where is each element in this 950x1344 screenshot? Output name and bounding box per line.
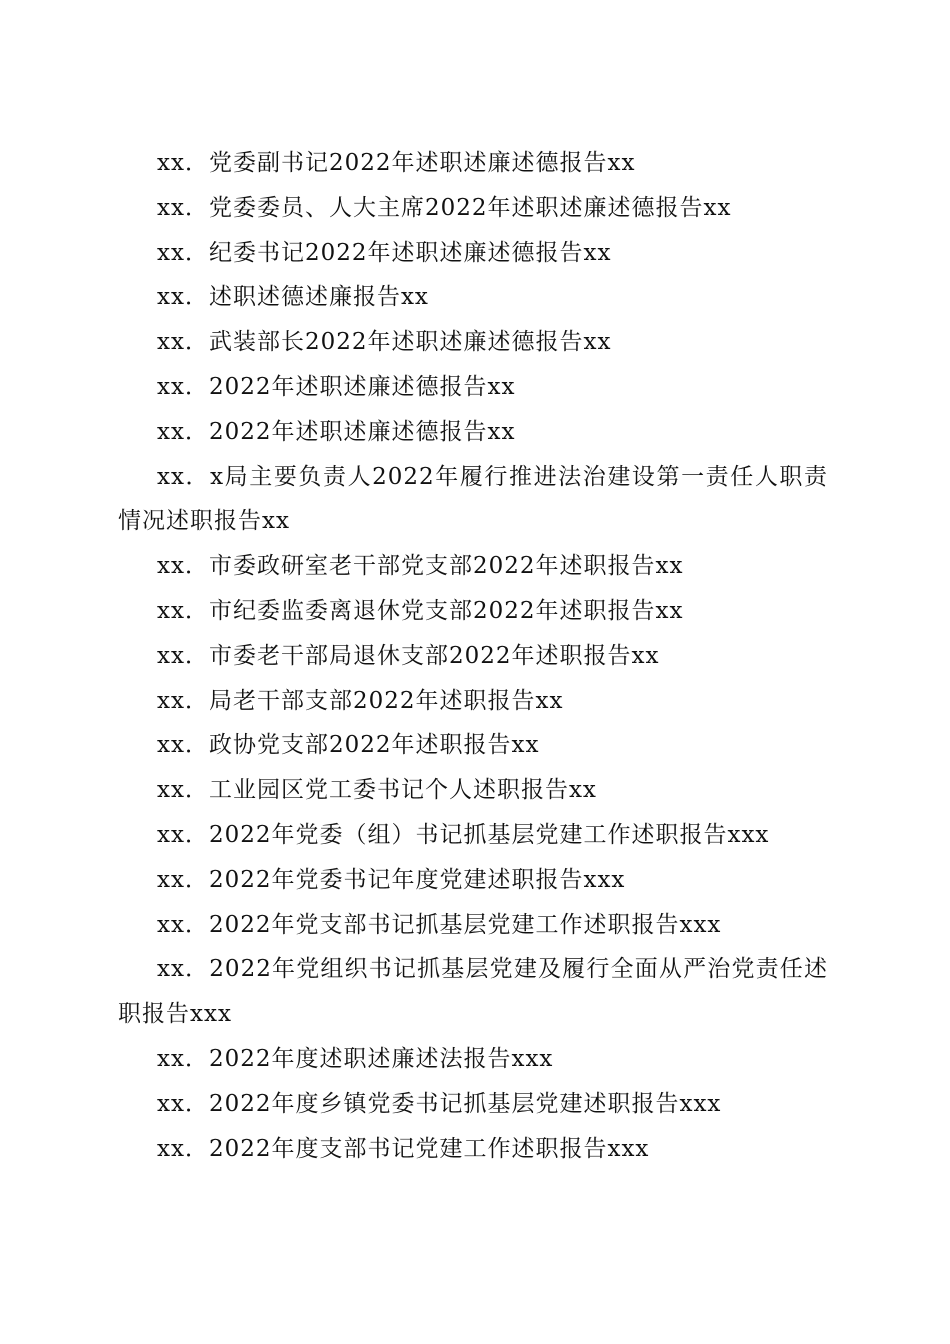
list-item: xx．武装部长2022年述职述廉述德报告xx bbox=[157, 329, 612, 356]
list-item: xx．局老干部支部2022年述职报告xx bbox=[157, 687, 564, 714]
list-item: xx．2022年述职述廉述德报告xx bbox=[157, 373, 516, 400]
list-item: xx．2022年述职述廉述德报告xx bbox=[157, 418, 516, 445]
list-item: xx．市委老干部局退休支部2022年述职报告xx bbox=[157, 642, 660, 669]
list-item: xx．党委副书记2022年述职述廉述德报告xx bbox=[157, 150, 636, 176]
list-item: xx．述职述德述廉报告xx bbox=[157, 284, 429, 311]
list-item: xx．纪委书记2022年述职述廉述德报告xx bbox=[157, 239, 612, 266]
list-item: xx．党委委员、人大主席2022年述职述廉述德报告xx bbox=[157, 194, 732, 221]
list-item: xx．2022年度乡镇党委书记抓基层党建述职报告xxx bbox=[157, 1090, 722, 1117]
list-item: xx．2022年度支部书记党建工作述职报告xxx bbox=[157, 1135, 650, 1162]
list-item: xx．市纪委监委离退休党支部2022年述职报告xx bbox=[157, 597, 684, 624]
list-item: xx．2022年党委（组）书记抓基层党建工作述职报告xxx bbox=[157, 821, 770, 848]
list-item: xx．2022年党组织书记抓基层党建及履行全面从严治党责任述职报告xxx bbox=[118, 956, 828, 1028]
report-title-list bbox=[118, 141, 828, 1171]
list-item: xx．2022年党支部书记抓基层党建工作述职报告xxx bbox=[157, 911, 722, 938]
list-item: xx．市委政研室老干部党支部2022年述职报告xx bbox=[157, 553, 684, 580]
list-item: xx．x局主要负责人2022年履行推进法治建设第一责任人职责情况述职报告xx bbox=[118, 463, 828, 535]
list-item: xx．政协党支部2022年述职报告xx bbox=[157, 732, 540, 759]
list-item: xx．2022年党委书记年度党建述职报告xxx bbox=[157, 866, 626, 893]
list-item: xx．2022年度述职述廉述法报告xxx bbox=[157, 1045, 554, 1072]
list-item: xx．工业园区党工委书记个人述职报告xx bbox=[157, 777, 597, 804]
